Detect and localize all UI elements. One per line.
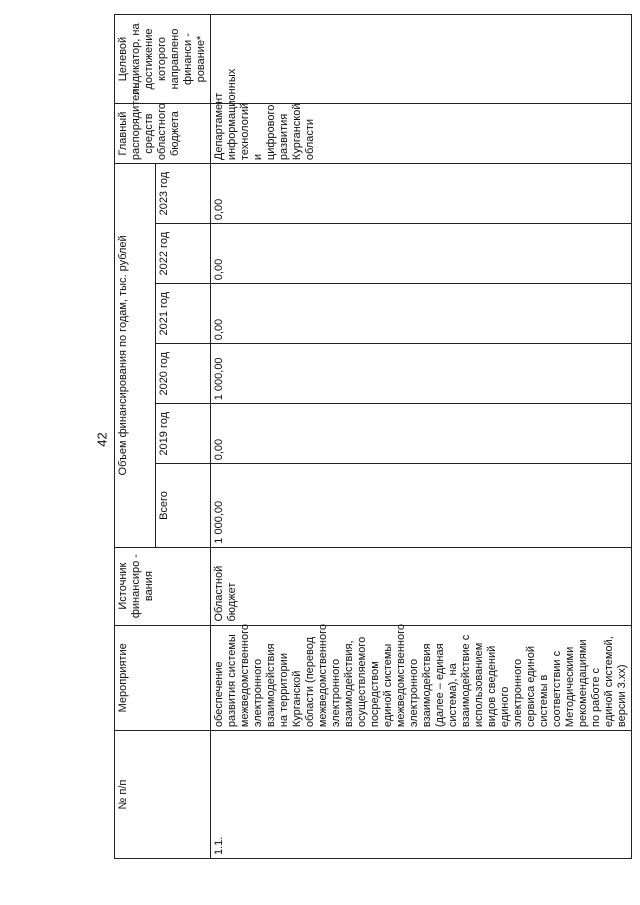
header-2023: 2023 год [155, 164, 210, 224]
header-source: Источник финансиро - вания [115, 547, 211, 625]
header-total: Всего [155, 464, 210, 547]
cell-indicator [211, 15, 632, 104]
header-funding-group: Объем финансирования по годам, тыс. рублей [115, 164, 156, 548]
header-2020: 2020 год [155, 344, 210, 404]
header-num: № п/п [115, 731, 211, 859]
cell-manager: Департамент информационных технологий и цифрового развития Курганской области [211, 104, 632, 164]
cell-total: 1 000,00 [211, 464, 632, 547]
page-number: 42 [94, 432, 110, 447]
cell-event: обеспечение развития системы межведомственного электронного взаимодействия на территории Курганской области (перевод межведомственного электронного взаимодействия, осуществляемого посредством единой системы межведомственного электронного взаимодействия (далее – единая система), на взаимодействие с использованием видов сведений единого электронного сервиса единой системы в соответствии с Методическими рекомендациями по работе с единой системой, версии 3.хх) [211, 625, 632, 731]
cell-2021: 0,00 [211, 284, 632, 344]
header-2021: 2021 год [155, 284, 210, 344]
cell-2022: 0,00 [211, 224, 632, 284]
cell-2020: 1 000,00 [211, 344, 632, 404]
header-manager: Главный распорядитель средств областного бюджета [115, 104, 211, 164]
cell-num: 1.1. [211, 731, 632, 859]
header-2022: 2022 год [155, 224, 210, 284]
header-indicator: Целевой индикатор, на достижение которого направлено финанси - рование* [115, 15, 211, 104]
cell-source: Областной бюджет [211, 547, 632, 625]
financing-table [114, 14, 632, 859]
table-row [211, 15, 632, 859]
cell-2019: 0,00 [211, 404, 632, 464]
cell-2023: 0,00 [211, 164, 632, 224]
financing-table-rotated [114, 14, 628, 859]
table-header-row-1 [115, 15, 156, 859]
header-event: Мероприятие [115, 625, 211, 731]
header-2019: 2019 год [155, 404, 210, 464]
